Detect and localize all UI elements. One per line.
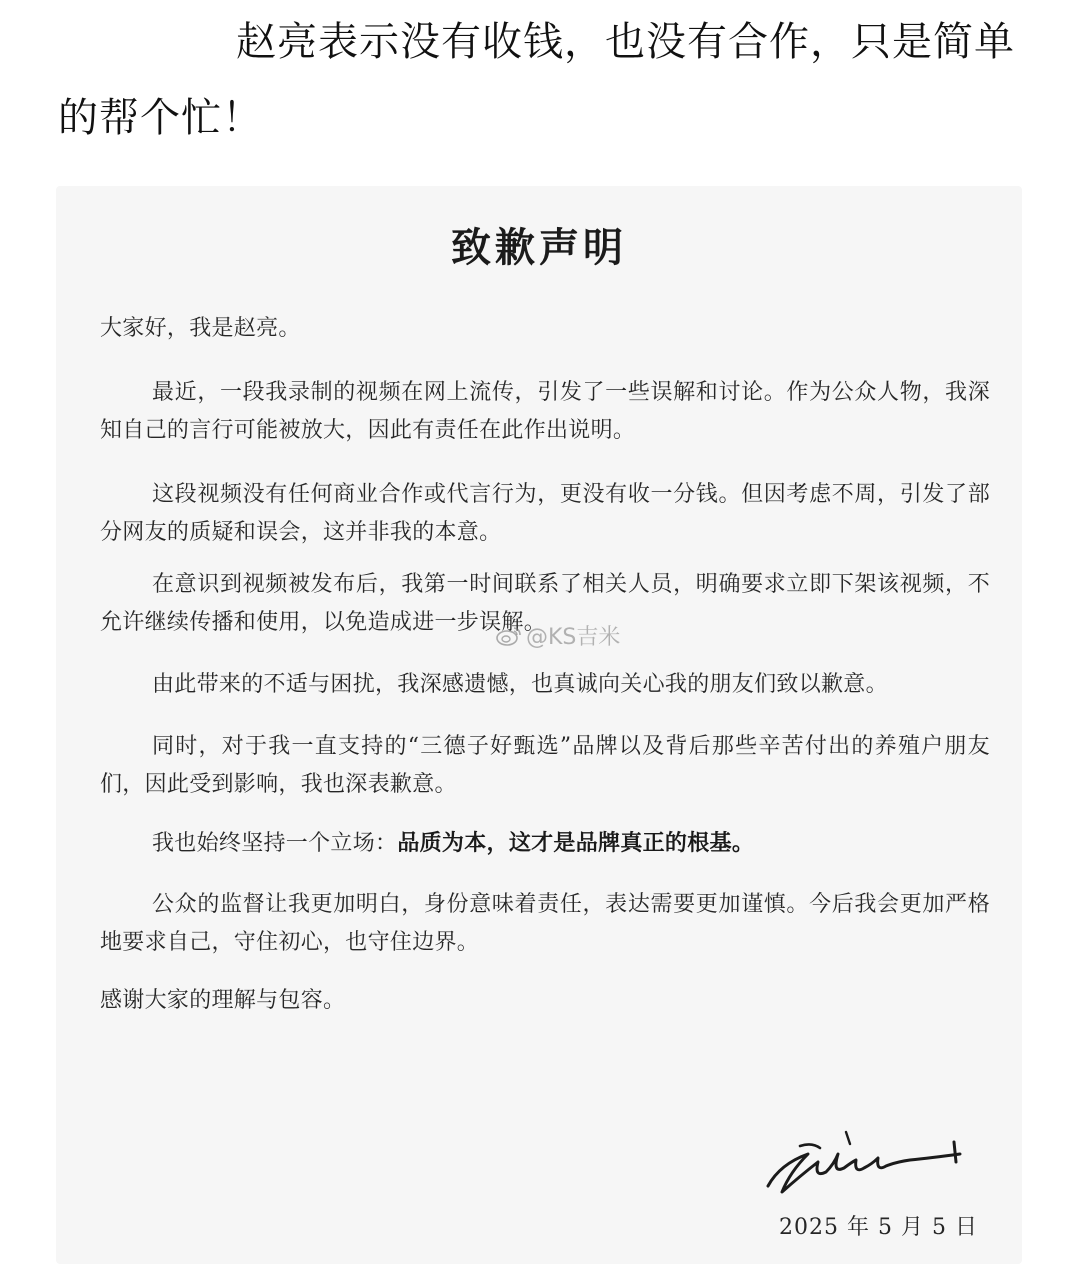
letter-paragraph-3: 在意识到视频被发布后，我第一时间联系了相关人员，明确要求立即下架该视频，不允许继续传播和使用，以免造成进一步误解。 bbox=[100, 572, 990, 635]
weibo-icon bbox=[496, 625, 522, 647]
letter-paragraph-4: 由此带来的不适与困扰，我深感遗憾，也真诚向关心我的朋友们致以歉意。 bbox=[152, 672, 888, 697]
letter-date: 2025 年 5 月 5 日 bbox=[779, 1215, 978, 1240]
letter-paragraph-1: 最近，一段我录制的视频在网上流传，引发了一些误解和讨论。作为公众人物，我深知自己的言行可能被放大，因此有责任在此作出说明。 bbox=[100, 380, 990, 443]
letter-paragraph-7: 公众的监督让我更加明白，身份意味着责任，表达需要更加谨慎。今后我会更加严格地要求自己，守住初心，也守住边界。 bbox=[100, 892, 990, 955]
paragraph-6-emphasis: 品质为本，这才是品牌真正的根基。 bbox=[397, 830, 755, 856]
watermark-text: @KS吉米 bbox=[526, 625, 621, 650]
letter-greeting: 大家好，我是赵亮。 bbox=[100, 316, 301, 341]
post-caption: 赵亮表示没有收钱，也没有合作，只是简单的帮个忙！ bbox=[58, 19, 1015, 141]
weibo-watermark bbox=[496, 620, 620, 651]
letter-paragraph-5: 同时，对于我一直支持的“三德子好甄选”品牌以及背后那些辛苦付出的养殖户朋友们，因此受到影响，我也深表歉意。 bbox=[100, 734, 990, 797]
paragraph-6-lead: 我也始终坚持一个立场： bbox=[152, 831, 398, 856]
letter-closing: 感谢大家的理解与包容。 bbox=[100, 988, 346, 1013]
letter-title: 致歉声明 bbox=[451, 224, 627, 271]
letter-paragraph-6 bbox=[100, 824, 990, 863]
handwritten-signature bbox=[760, 1124, 980, 1204]
letter-paragraph-2: 这段视频没有任何商业合作或代言行为，更没有收一分钱。但因考虑不周，引发了部分网友的质疑和误会，这并非我的本意。 bbox=[100, 482, 990, 545]
apology-letter bbox=[56, 186, 1022, 1264]
